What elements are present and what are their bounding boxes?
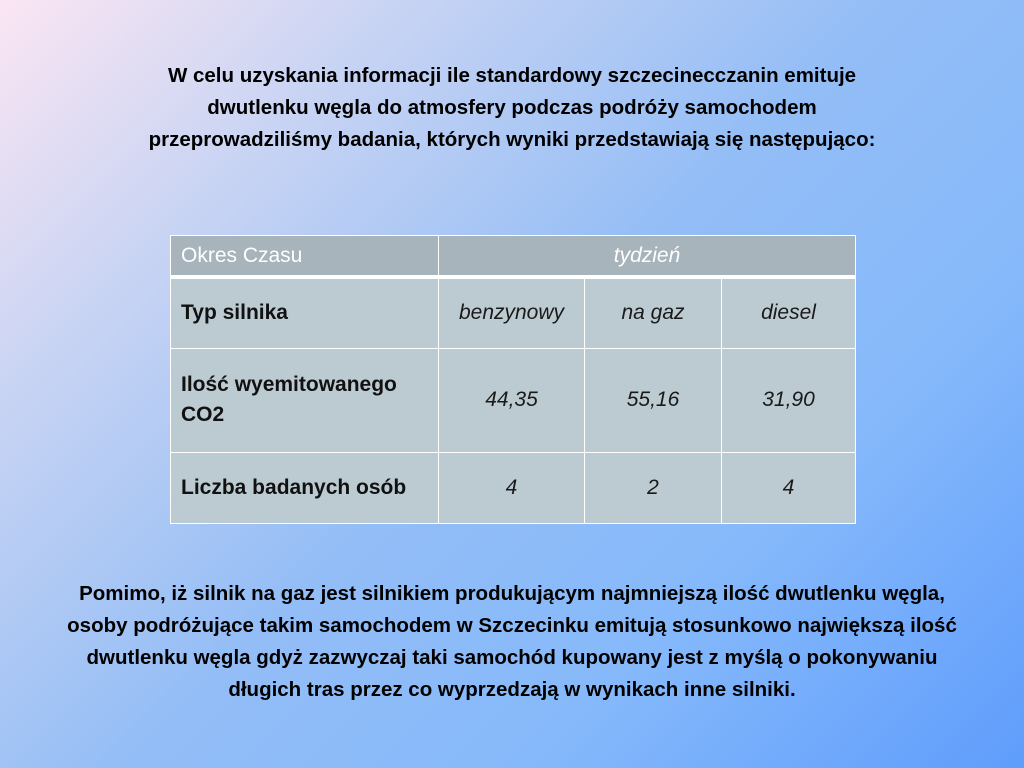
- row-label-co2-amount: Ilość wyemitowanego CO2: [171, 348, 439, 452]
- table-row: [171, 452, 856, 523]
- results-table: [170, 235, 856, 524]
- period-value-cell: tydzień: [439, 236, 856, 278]
- cell-co2-diesel: 31,90: [722, 348, 856, 452]
- conclusion-paragraph: Pomimo, iż silnik na gaz jest silnikiem produkującym najmniejszą ilość dwutlenku węgla, osoby podróżujące takim samochodem w Szczecinku emitują stosunkowo największą ilość dwutlenku węgla gdyż zazwyczaj taki samochód kupowany jest z myślą o pokonywaniu długich tras przez co wyprzedzają w wynikach inne silniki.: [67, 582, 957, 701]
- cell-co2-gas: 55,16: [585, 348, 722, 452]
- table-row: [171, 277, 856, 348]
- cell-people-petrol: 4: [439, 452, 585, 523]
- intro-paragraph: W celu uzyskania informacji ile standardowy szczecinecczanin emituje dwutlenku węgla do atmosfery podczas podróży samochodem przeprowadziliśmy badania, których wyniki przedstawiają się następująco:: [148, 64, 876, 151]
- cell-co2-petrol: 44,35: [439, 348, 585, 452]
- cell-engine-diesel: diesel: [722, 277, 856, 348]
- cell-people-gas: 2: [585, 452, 722, 523]
- row-label-engine-type: Typ silnika: [171, 277, 439, 348]
- table-row: [171, 348, 856, 452]
- period-label-cell: Okres Czasu: [171, 236, 439, 278]
- cell-people-diesel: 4: [722, 452, 856, 523]
- row-label-people-count: Liczba badanych osób: [171, 452, 439, 523]
- table-header-row: [171, 236, 856, 278]
- cell-engine-gas: na gaz: [585, 277, 722, 348]
- cell-engine-petrol: benzynowy: [439, 277, 585, 348]
- results-table-container: [170, 235, 855, 524]
